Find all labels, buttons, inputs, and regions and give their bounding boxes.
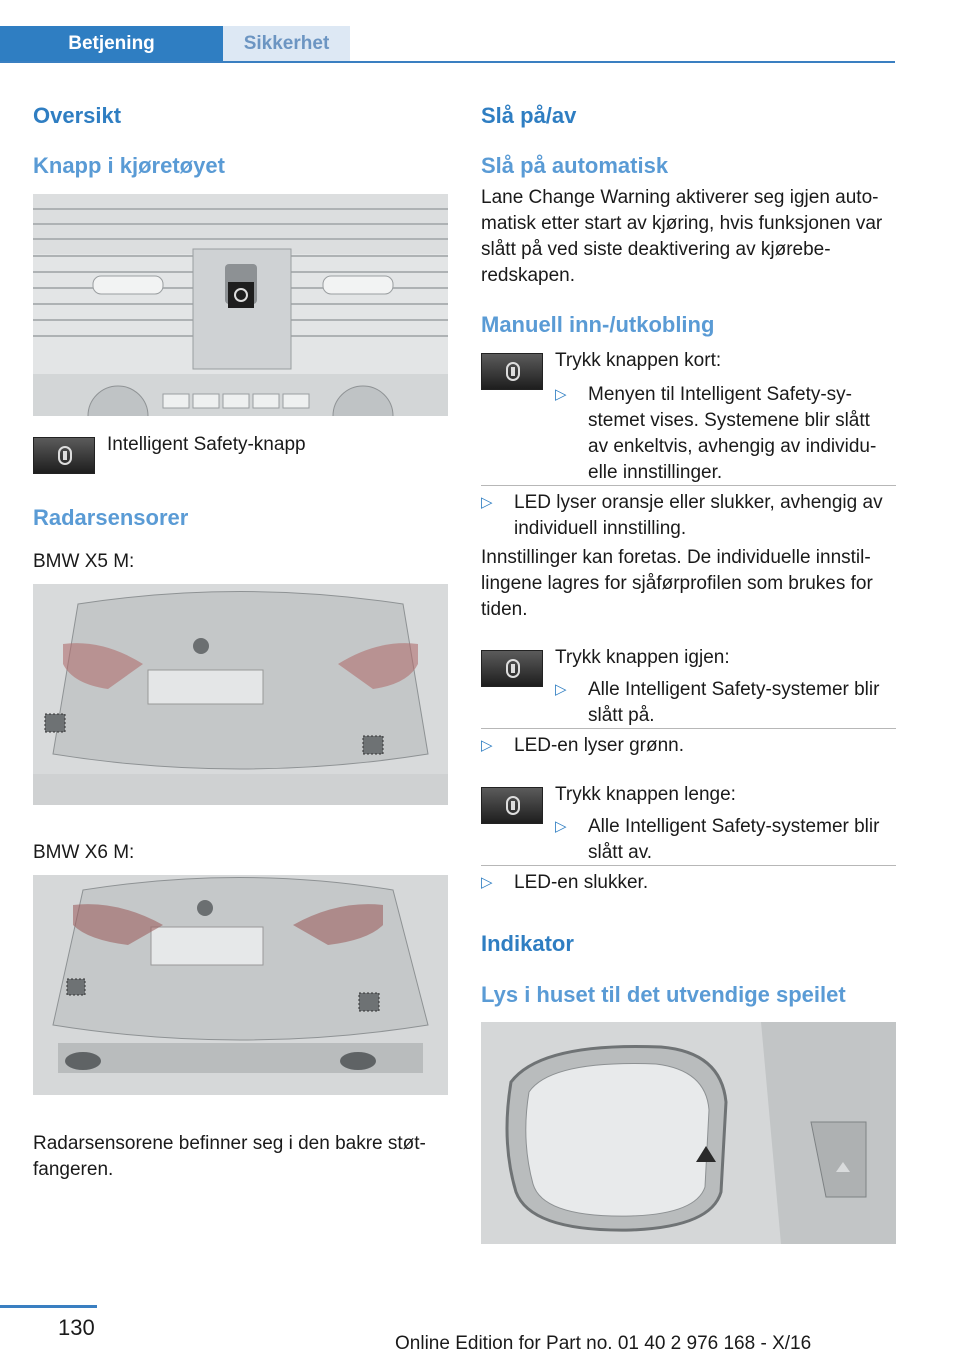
- settings-text: Innstillinger kan foretas. De individuelle innstil-lingene lagres for sjåførprofilen som brukes for tiden.: [481, 547, 873, 620]
- label-x6m: BMW X6 M:: [33, 842, 135, 863]
- x6m-rear-illustration: [33, 875, 448, 1095]
- edition-text: Online Edition for Part no. 01 40 2 976 168 - X/16: [395, 1333, 812, 1354]
- heading-on-off: Slå på/av: [481, 103, 577, 128]
- button-caption: Intelligent Safety-knapp: [107, 434, 306, 455]
- heading-manual: Manuell inn-/utkobling: [481, 312, 715, 337]
- button-icon-short-press: [481, 353, 543, 390]
- bullet-mark: ▷: [555, 386, 567, 403]
- heading-auto-on: Slå på automatisk: [481, 153, 669, 178]
- chapter-tabs: [0, 26, 895, 63]
- bullet-mark: ▷: [481, 737, 493, 754]
- bullet-mark: ▷: [481, 874, 493, 891]
- bullet-mark: ▷: [555, 818, 567, 835]
- tab-sikkerhet[interactable]: Sikkerhet: [223, 26, 350, 61]
- bullet-mark: ▷: [555, 681, 567, 698]
- tab-betjening[interactable]: Betjening: [0, 26, 223, 61]
- separator: [481, 865, 896, 866]
- mirror-indicator-illustration: [481, 1022, 896, 1244]
- heading-overview: Oversikt: [33, 103, 122, 128]
- press-again-text: Trykk knappen igjen:: [555, 647, 730, 668]
- button-icon-long-press: [481, 787, 543, 824]
- heading-mirror-light: Lys i huset til det utvendige speilet: [481, 982, 846, 1007]
- heading-indicator: Indikator: [481, 931, 574, 956]
- auto-on-text: Lane Change Warning aktiverer seg igjen auto-matisk etter start av kjøring, hvis funksjonen var slått på ved siste deaktivering av kjørebe-redskapen.: [481, 187, 883, 286]
- heading-radar-sensors: Radarsensorer: [33, 505, 189, 530]
- button-icon-press-again: [481, 650, 543, 687]
- dashboard-button-illustration: [33, 194, 448, 416]
- bullet-mark: ▷: [481, 494, 493, 511]
- press-long-text: Trykk knappen lenge:: [555, 784, 736, 805]
- x5m-rear-illustration: [33, 584, 448, 805]
- footer-rule: [0, 1305, 97, 1308]
- page-number: 130: [58, 1315, 95, 1340]
- label-x5m: BMW X5 M:: [33, 551, 135, 572]
- radar-location-text: Radarsensorene befinner seg i den bakre støt-fangeren.: [33, 1133, 426, 1180]
- separator: [481, 728, 896, 729]
- press-short-text: Trykk knappen kort:: [555, 350, 722, 371]
- intelligent-safety-button-icon: [33, 437, 95, 474]
- separator: [481, 485, 896, 486]
- heading-button-in-vehicle: Knapp i kjøretøyet: [33, 153, 225, 178]
